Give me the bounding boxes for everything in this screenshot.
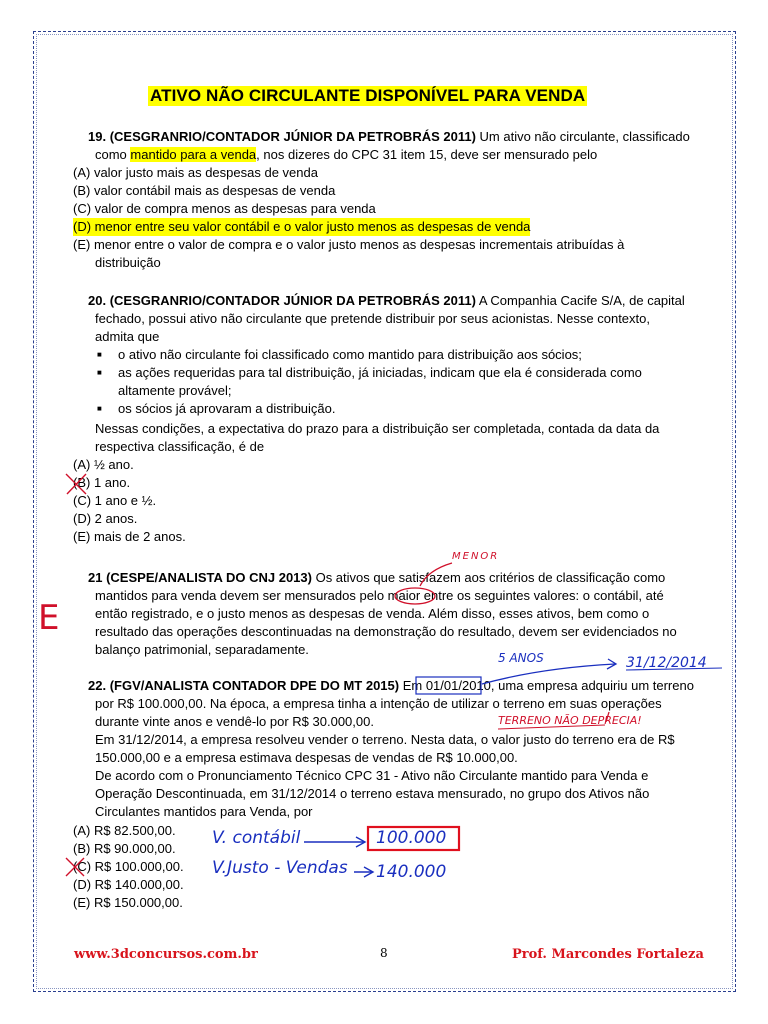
- footer-website: www.3dconcursos.com.br: [74, 947, 258, 962]
- handwriting-v-justo-value: 140.000: [376, 862, 447, 882]
- q20-option-b: (B) 1 ano.: [73, 475, 131, 490]
- q21-line-2: mantidos para venda devem ser mensurados pelo maior entre os seguintes valores: o contábil, até: [95, 588, 664, 603]
- q21-line-1: [88, 569, 665, 587]
- q20-bullet-3: os sócios já aprovaram a distribuição.: [118, 401, 336, 416]
- page-number: 8: [380, 946, 388, 960]
- handwriting-v-contabil-value: 100.000: [376, 828, 447, 848]
- q22-source: (FGV/ANALISTA CONTADOR DPE DO MT 2015): [109, 678, 400, 693]
- q22-option-c: (C) R$ 100.000,00.: [73, 859, 184, 874]
- bullet-icon: ■: [97, 350, 102, 359]
- q20-line-1: [88, 292, 685, 310]
- bullet-icon: ■: [97, 404, 102, 413]
- q20-text-1: A Companhia Cacife S/A, de capital: [475, 293, 685, 308]
- q20-option-c: (C) 1 ano e ½.: [73, 493, 157, 508]
- q20-number: 20.: [88, 293, 107, 308]
- q21-number: 21: [88, 570, 103, 585]
- q22-line-4: Em 31/12/2014, a empresa resolveu vender o terreno. Nesta data, o valor justo do terreno era de R$: [95, 732, 675, 747]
- q21-source: (CESPE/ANALISTA DO CNJ 2013): [106, 570, 312, 585]
- q19-text-2a: como: [95, 147, 131, 162]
- q21-line-5: balanço patrimonial, separadamente.: [95, 642, 309, 657]
- handwriting-v-contabil: V. contábil: [212, 828, 301, 848]
- q21-line-4: resultado das operações descontinuadas na demonstração do resultado, devem ser evidenciados no: [95, 624, 677, 639]
- q22-line-1: [88, 677, 694, 695]
- q22-number: 22.: [88, 678, 107, 693]
- q20-line-4: Nessas condições, a expectativa do prazo para a distribuição ser completada, contada da data da: [95, 421, 660, 436]
- handwriting-menor: MENOR: [452, 551, 500, 562]
- q22-line-2: por R$ 100.000,00. Na época, a empresa tinha a intenção de utilizar o terreno em suas operações: [95, 696, 662, 711]
- q19-line-2: [95, 146, 597, 164]
- q19-option-e-cont: distribuição: [95, 255, 161, 270]
- q20-source: (CESGRANRIO/CONTADOR JÚNIOR DA PETROBRÁS 2011): [109, 293, 476, 308]
- q20-option-a: (A) ½ ano.: [73, 457, 134, 472]
- q20-bullet-1: o ativo não circulante foi classificado como mantido para distribuição aos sócios;: [118, 347, 582, 362]
- q20-line-3: admita que: [95, 329, 160, 344]
- handwriting-five-years: 5 ANOS: [498, 651, 544, 665]
- q20-line-2: fechado, possui ativo não circulante que pretende distribuir por seus acionistas. Nesse contexto,: [95, 311, 650, 326]
- q22-option-e: (E) R$ 150.000,00.: [73, 895, 183, 910]
- handwriting-date: 31/12/2014: [626, 655, 707, 671]
- q19-option-c: (C) valor de compra menos as despesas para venda: [73, 201, 376, 216]
- footer-author: Prof. Marcondes Fortaleza: [512, 947, 704, 962]
- q19-source: (CESGRANRIO/CONTADOR JÚNIOR DA PETROBRÁS 2011): [109, 129, 476, 144]
- q19-option-b: (B) valor contábil mais as despesas de venda: [73, 183, 336, 198]
- q22-line-5: 150.000,00 e a empresa estimava despesas de vendas de R$ 10.000,00.: [95, 750, 518, 765]
- q19-text-2b: , nos dizeres do CPC 31 item 15, deve ser mensurado pelo: [256, 147, 598, 162]
- q19-line-1: [88, 128, 688, 146]
- q22-option-b: (B) R$ 90.000,00.: [73, 841, 176, 856]
- q20-option-d: (D) 2 anos.: [73, 511, 138, 526]
- q19-option-e: (E) menor entre o valor de compra e o valor justo menos as despesas incrementais atribuídas à: [73, 237, 625, 252]
- q22-line-8: Circulantes mantidos para Venda, por: [95, 804, 313, 819]
- q22-line-3: durante vinte anos e vendê-lo por R$ 30.000,00.: [95, 714, 374, 729]
- handwriting-terreno: TERRENO NÃO DEPRECIA!: [498, 714, 642, 727]
- q19-option-a: (A) valor justo mais as despesas de venda: [73, 165, 318, 180]
- q19-number: 19.: [88, 129, 107, 144]
- q19-highlight: mantido para a venda: [130, 147, 257, 162]
- handwriting-e-mark: E: [38, 598, 60, 638]
- q21-text-1: Os ativos que satisfazem aos critérios de classificação como: [311, 570, 666, 585]
- q22-text-1a: Em: [399, 678, 426, 693]
- q22-line-7: Operação Descontinuada, em 31/12/2014 o terreno estava mensurado, no grupo dos Ativos não: [95, 786, 650, 801]
- q21-line-3: então registrado, e o justo menos as despesas de venda. Além disso, esses ativos, bem como o: [95, 606, 650, 621]
- q22-line-6: De acordo com o Pronunciamento Técnico CPC 31 - Ativo não Circulante mantido para Venda e: [95, 768, 649, 783]
- q22-option-d: (D) R$ 140.000,00.: [73, 877, 184, 892]
- handwriting-v-justo: V.Justo - Vendas: [212, 858, 348, 878]
- q20-option-e: (E) mais de 2 anos.: [73, 529, 186, 544]
- q22-option-a: (A) R$ 82.500,00.: [73, 823, 176, 838]
- q20-bullet-2-cont: altamente provável;: [118, 383, 232, 398]
- q22-text-1b: , uma empresa adquiriu um terreno: [490, 678, 694, 693]
- bullet-icon: ■: [97, 368, 102, 377]
- q20-line-5: respectiva classificação, é de: [95, 439, 265, 454]
- q20-bullet-2: as ações requeridas para tal distribuição, já iniciadas, indicam que ela é considerada como: [118, 365, 642, 380]
- q19-option-d: (D) menor entre seu valor contábil e o valor justo menos as despesas de venda: [73, 219, 531, 234]
- q19-text-1: Um ativo não circulante, classificado: [475, 129, 690, 144]
- q22-boxed-date: 01/01/2010: [425, 678, 491, 693]
- page-title: ATIVO NÃO CIRCULANTE DISPONÍVEL PARA VENDA: [150, 86, 586, 105]
